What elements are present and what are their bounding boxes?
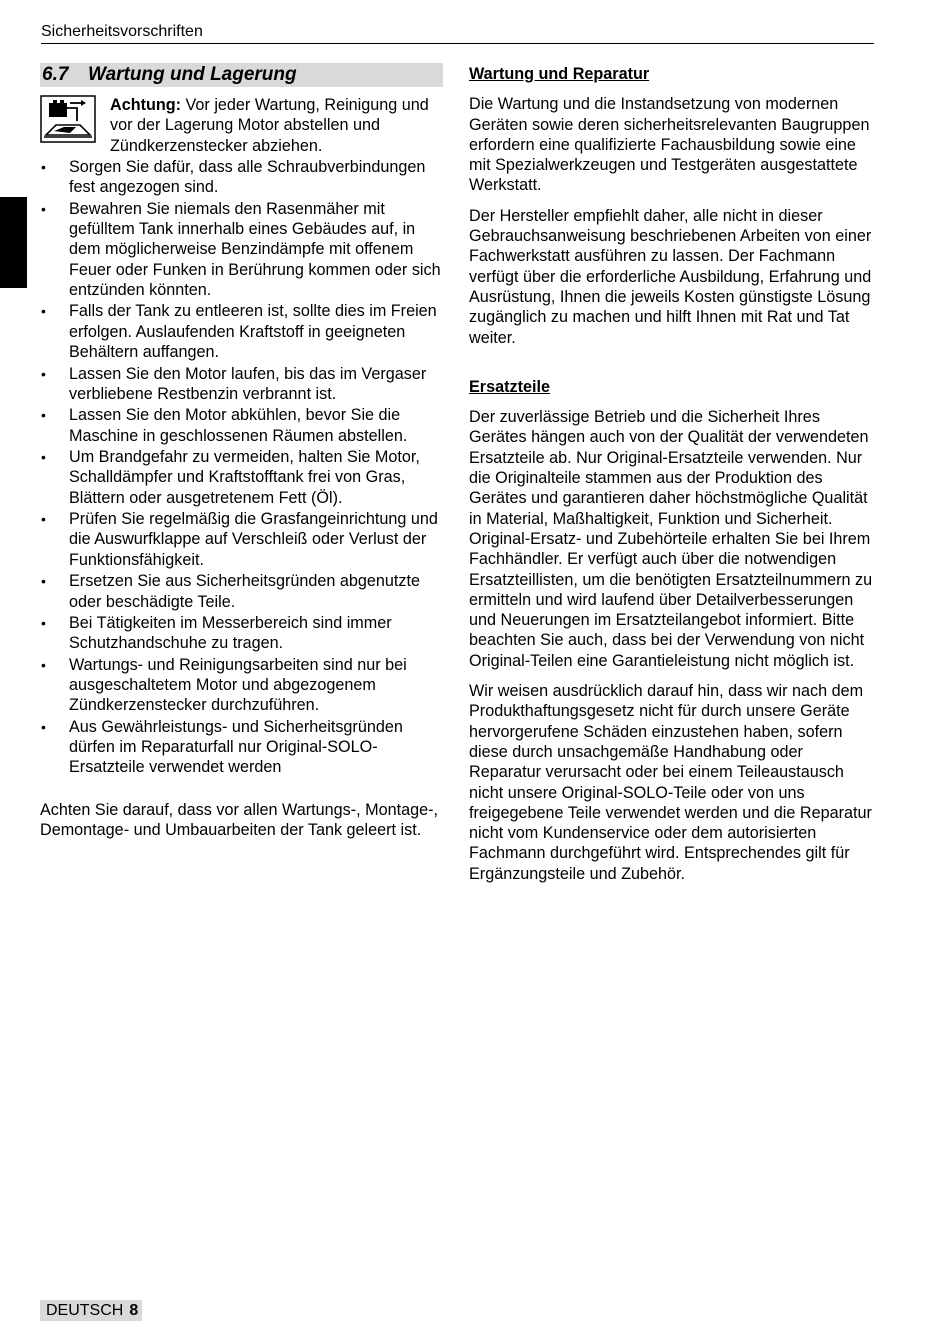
list-item — [40, 655, 443, 716]
list-item-text: Um Brandgefahr zu vermeiden, halten Sie Motor, Schalldämpfer und Kraftstofftank frei von Gras, Blättern oder ausgetretenem Fett (Öl). — [69, 448, 420, 507]
warning-block — [40, 95, 443, 157]
list-item-text: Lassen Sie den Motor abkühlen, bevor Sie die Maschine in geschlossenen Räumen abstellen. — [69, 406, 408, 445]
list-item-text: Bei Tätigkeiten im Messerbereich sind immer Schutzhandschuhe zu tragen. — [69, 614, 392, 653]
list-item-text: Falls der Tank zu entleeren ist, sollte dies im Freien erfolgen. Auslaufenden Kraftstoff in geeigneten Behältern auffangen. — [69, 302, 437, 362]
repair-paragraph-1: Die Wartung und die Instandsetzung von modernen Geräten sowie deren sicherheitsrelevanten Baugruppen erfordern eine qualifizierte Fachausbildung sowie eine mit Spezialwerkzeugen und Testgeräten ausgestattete Werkstatt. — [469, 95, 870, 195]
list-item — [40, 613, 443, 654]
list-item — [40, 199, 443, 300]
section-number: 6.7 — [42, 64, 69, 85]
list-item — [40, 447, 443, 508]
safety-list — [40, 157, 443, 778]
list-item-text: Wartungs- und Reinigungsarbeiten sind nur bei ausgeschaltetem Motor und abgezogenem Zündkerzenstecker durchzuführen. — [69, 655, 407, 715]
list-item-text: Lassen Sie den Motor laufen, bis das im Vergaser verbliebene Restbenzin verbrannt ist. — [69, 364, 427, 403]
footer-language: DEUTSCH — [46, 1302, 124, 1319]
page-number: 8 — [129, 1302, 139, 1319]
warning-message: Vor jeder Wartung, Reinigung und vor der Lagerung Motor abstellen und Zündkerzenstecker abziehen. — [110, 96, 429, 155]
bullet: • — [41, 303, 46, 320]
bullet: • — [41, 159, 46, 175]
page-footer — [40, 1300, 142, 1321]
section-title-text: Wartung und Lagerung — [88, 64, 297, 85]
bullet: • — [41, 200, 46, 217]
repair-paragraph-2: Der Hersteller empfiehlt daher, alle nicht in dieser Gebrauchsanweisung beschriebenen Arbeiten von einer Fachwerkstatt ausführen zu lassen. Der Fachmann verfügt über die erforderliche Ausbildung, Erfahrung und Ausrüstung, Ihnen die jeweils Kosten günstigste Lösung zugänglich zu machen und hilft Ihnen mit Rat und Tat weiter. — [469, 206, 872, 347]
closing-paragraph: Achten Sie darauf, dass vor allen Wartungs-, Montage-, Demontage- und Umbauarbeiten der Tank geleert ist. — [40, 800, 438, 840]
list-item-text: Aus Gewährleistungs- und Sicherheitsgründen dürfen im Reparaturfall nur Original-SOLO-Ersatzteile verwendet werden — [69, 717, 403, 777]
list-item-text: Ersetzen Sie aus Sicherheitsgründen abgenutzte oder beschädigte Teile. — [69, 572, 420, 611]
bullet: • — [41, 573, 46, 590]
list-item — [40, 717, 443, 778]
parts-heading: Ersatzteile — [469, 377, 550, 396]
warning-label: Achtung: — [110, 96, 182, 114]
bullet: • — [41, 511, 46, 528]
chapter-tab-marker — [0, 197, 27, 288]
parts-paragraph-2: Wir weisen ausdrücklich darauf hin, dass wir nach dem Produkthaftungsgesetz nicht für durch unsere Geräte hervorgerufene Schäden einzustehen haben, sofern diese durch unsachgemäße Handhabung oder Reparatur verursacht oder bei einem Teileaustausch nicht unsere Original-SOLO-Teile oder von uns freigegebene Teile verwendet werden und die Reparatur nicht vom Kundenservice oder dem autorisierten Fachmann durchgeführt wird. Entsprechendes gilt für Ergänzungsteile und Zubehör. — [469, 682, 872, 883]
bullet: • — [41, 656, 46, 673]
parts-paragraph-1: Der zuverlässige Betrieb und die Sicherheit Ihres Gerätes hängen auch von der Qualität der verwendeten Ersatzteile ab. Nur Original-Ersatzteile verwenden. Nur die Originalteile stammen aus der Produktion des Gerätes und garantieren daher höchstmögliche Qualität in Material, Maßhaltigkeit, Funktion und Sicherheit. Original-Ersatz- und Zubehörteile erhalten Sie bei Ihrem Fachhändler. Er verfügt auch über die notwendigen Ersatzteillisten, um die benötigten Ersatzteilnummern zu ermitteln und wird laufend über Detailverbesserungen und Neuerungen im Ersatzteilangebot informiert. Bitte beachten Sie auch, dass bei der Verwendung von nicht Original-Teilen eine Garantieleistung nicht möglich ist. — [469, 408, 873, 670]
list-item — [40, 157, 443, 198]
bullet: • — [41, 718, 46, 735]
list-item — [40, 364, 443, 405]
list-item — [40, 509, 443, 570]
list-item — [40, 405, 443, 446]
bullet: • — [41, 615, 46, 632]
list-item-text: Bewahren Sie niemals den Rasenmäher mit gefülltem Tank innerhalb eines Gebäudes auf, in dem möglicherweise Benzindämpfe mit offenem Feuer oder Funken in Berührung kommen oder sich entzünden könnten. — [69, 199, 441, 299]
bullet: • — [41, 365, 46, 382]
running-header: Sicherheitsvorschriften — [41, 22, 874, 44]
list-item — [40, 571, 443, 612]
repair-heading: Wartung und Reparatur — [469, 65, 650, 83]
list-item-text: Sorgen Sie dafür, dass alle Schraubverbindungen fest angezogen sind. — [69, 158, 426, 197]
list-item-text: Prüfen Sie regelmäßig die Grasfangeinrichtung und die Auswurfklappe auf Verschleiß oder Verlust der Funktionsfähigkeit. — [69, 510, 438, 569]
motor-off-plug-icon — [40, 95, 96, 143]
left-column — [40, 63, 443, 857]
section-title — [40, 63, 443, 87]
bullet: • — [41, 407, 46, 424]
list-item — [40, 301, 443, 362]
right-column — [469, 63, 879, 894]
warning-text — [110, 95, 443, 156]
bullet: • — [41, 449, 46, 466]
